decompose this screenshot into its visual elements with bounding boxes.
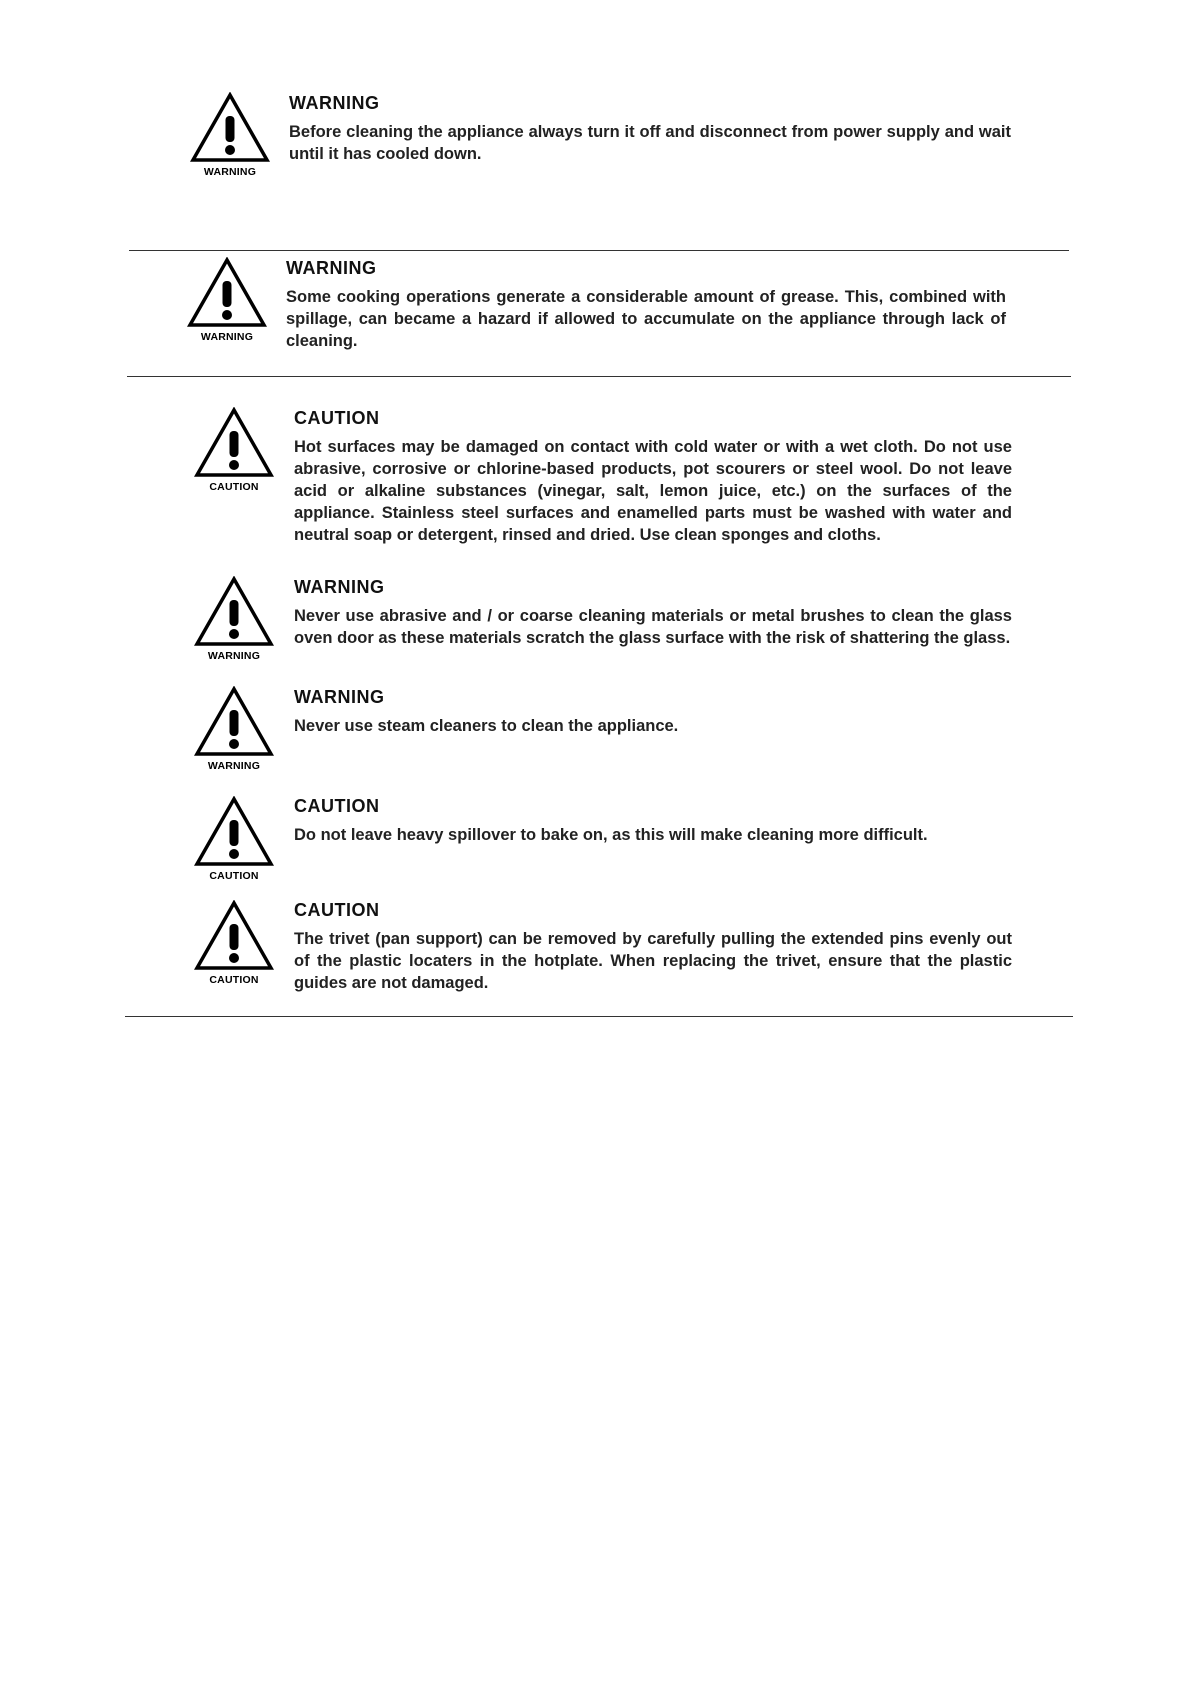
divider — [125, 1016, 1073, 1017]
icon-caption: CAUTION — [209, 974, 259, 986]
notice-heading: WARNING — [294, 577, 385, 597]
icon-caption: CAUTION — [209, 870, 259, 882]
notice-heading: WARNING — [289, 93, 380, 113]
icon-caption: WARNING — [200, 331, 254, 343]
caution-triangle-icon — [193, 796, 275, 882]
warning-triangle-icon — [186, 257, 268, 343]
caution-triangle-icon — [193, 407, 275, 493]
icon-caption: CAUTION — [209, 481, 259, 493]
icon-caption: WARNING — [203, 166, 257, 178]
notice-text: Never use steam cleaners to clean the appliance. — [294, 717, 679, 735]
warning-triangle-icon — [189, 92, 271, 178]
notice-text: Some cooking operations generate a considerable amount of grease. This, combined with spillage, can became a hazard if allowed to accumulate on the appliance through lack of cleaning. — [286, 288, 1006, 350]
notice-text: Do not leave heavy spillover to bake on, as this will make cleaning more difficult. — [294, 826, 928, 844]
notice-heading: WARNING — [294, 687, 385, 707]
notice-heading: CAUTION — [294, 408, 380, 428]
notice-heading: WARNING — [286, 258, 377, 278]
notice-text: Hot surfaces may be damaged on contact with cold water or with a wet cloth. Do not use abrasive, corrosive or chlorine-based products, pot scourers or steel wool. Do not leave acid or alkaline substances (vinegar, salt, lemon juice, etc.) on the surfaces of the appliance. Stainless steel surfaces and enamelled parts must be washed with water and neutral soap or detergent, rinsed and dried. Use clean sponges and cloths. — [294, 438, 1012, 544]
notice-text: Never use abrasive and / or coarse cleaning materials or metal brushes to clean the glass oven door as these materials scratch the glass surface with the risk of shattering the glass. — [294, 607, 1012, 647]
notice-heading: CAUTION — [294, 900, 380, 920]
divider — [127, 376, 1071, 377]
warning-triangle-icon — [193, 576, 275, 662]
divider — [129, 250, 1069, 251]
icon-caption: WARNING — [207, 760, 261, 772]
warning-triangle-icon — [193, 686, 275, 772]
notice-heading: CAUTION — [294, 796, 380, 816]
notice-text: The trivet (pan support) can be removed by carefully pulling the extended pins evenly out of the plastic locaters in the hotplate. When replacing the trivet, ensure that the plastic guides are not damaged. — [294, 930, 1012, 992]
icon-caption: WARNING — [207, 650, 261, 662]
notice-text: Before cleaning the appliance always turn it off and disconnect from power supply and wait until it has cooled down. — [289, 123, 1011, 163]
caution-triangle-icon — [193, 900, 275, 986]
